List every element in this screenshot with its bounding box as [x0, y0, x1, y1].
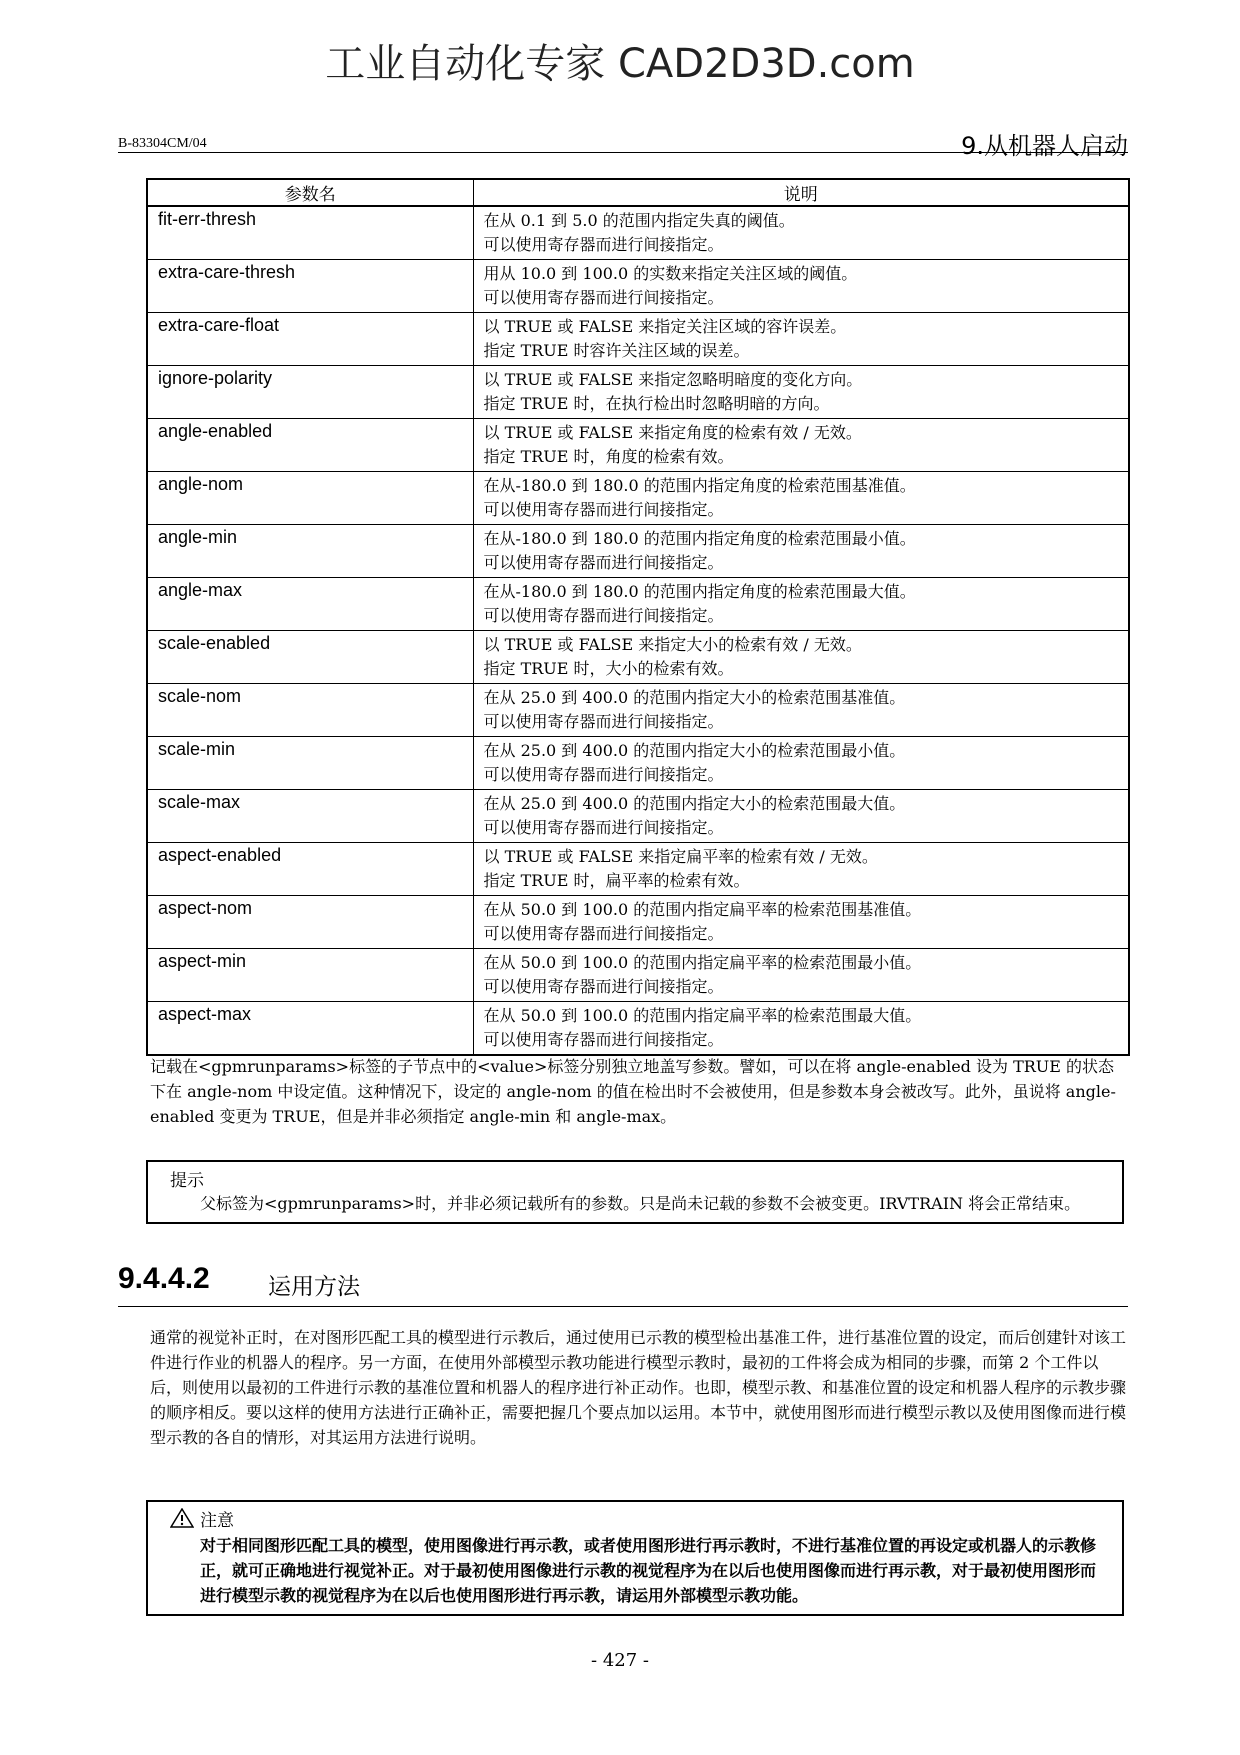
description-line: 在从-180.0 到 180.0 的范围内指定角度的检索范围最大值。 — [483, 582, 916, 601]
page-number: - 427 - — [591, 1650, 649, 1671]
watermark-title: 工业自动化专家 CAD2D3D.com — [325, 41, 915, 87]
param-name-cell: scale-enabled — [147, 631, 473, 684]
description-line: 以 TRUE 或 FALSE 来指定忽略明暗度的变化方向。 — [483, 370, 863, 389]
param-name-cell: aspect-nom — [147, 896, 473, 949]
description-line: 在从-180.0 到 180.0 的范围内指定角度的检索范围基准值。 — [483, 476, 916, 495]
param-description-cell — [473, 313, 1129, 366]
description-line: 可以使用寄存器而进行间接指定。 — [483, 765, 724, 784]
param-name-cell: angle-enabled — [147, 419, 473, 472]
param-name-cell: aspect-max — [147, 1002, 473, 1056]
description-line: 可以使用寄存器而进行间接指定。 — [483, 977, 724, 996]
description-line: 指定 TRUE 时，在执行检出时忽略明暗的方向。 — [483, 394, 830, 413]
param-description-cell — [473, 1002, 1129, 1056]
param-description-cell — [473, 631, 1129, 684]
param-name-cell: scale-nom — [147, 684, 473, 737]
param-name-cell: extra-care-thresh — [147, 260, 473, 313]
table-row — [147, 260, 1129, 313]
table-row — [147, 472, 1129, 525]
table-row — [147, 896, 1129, 949]
param-description-cell — [473, 206, 1129, 260]
param-description-cell — [473, 949, 1129, 1002]
description-line: 指定 TRUE 时，角度的检索有效。 — [483, 447, 734, 466]
param-name-cell: extra-care-float — [147, 313, 473, 366]
description-line: 在从 50.0 到 100.0 的范围内指定扁平率的检索范围最大值。 — [483, 1006, 922, 1025]
description-line: 可以使用寄存器而进行间接指定。 — [483, 1030, 724, 1049]
description-line: 可以使用寄存器而进行间接指定。 — [483, 606, 724, 625]
description-line: 在从 0.1 到 5.0 的范围内指定失真的阈值。 — [483, 211, 795, 230]
description-line: 在从 50.0 到 100.0 的范围内指定扁平率的检索范围基准值。 — [483, 900, 922, 919]
description-line: 以 TRUE 或 FALSE 来指定关注区域的容许误差。 — [483, 317, 847, 336]
table-row — [147, 525, 1129, 578]
param-name-cell: aspect-enabled — [147, 843, 473, 896]
table-row — [147, 843, 1129, 896]
param-description-cell — [473, 896, 1129, 949]
description-line: 以 TRUE 或 FALSE 来指定角度的检索有效 / 无效。 — [483, 423, 862, 442]
caution-title: 注意 — [200, 1511, 234, 1531]
description-line: 在从 25.0 到 400.0 的范围内指定大小的检索范围最小值。 — [483, 741, 906, 760]
table-row — [147, 578, 1129, 631]
document-id: B-83304CM/04 — [118, 136, 207, 151]
caution-body: 对于相同图形匹配工具的模型，使用图像进行再示教，或者使用图形进行再示教时，不进行基准位置的再设定或机器人的示教修正，就可正确地进行视觉补正。对于最初使用图像进行示教的视觉程序为在以后也使用图像而进行再示教，对于最初使用图形而进行模型示教的视觉程序为在以后也使用图形进行再示教，请运用外部模型示教功能。 — [200, 1536, 1097, 1605]
description-line: 在从 25.0 到 400.0 的范围内指定大小的检索范围最大值。 — [483, 794, 906, 813]
table-row — [147, 313, 1129, 366]
table-row — [147, 1002, 1129, 1056]
header-divider — [118, 152, 1128, 153]
description-line: 用从 10.0 到 100.0 的实数来指定关注区域的阈值。 — [483, 264, 858, 283]
table-row — [147, 684, 1129, 737]
param-description-cell — [473, 472, 1129, 525]
param-description-cell — [473, 737, 1129, 790]
param-name-cell: fit-err-thresh — [147, 206, 473, 260]
table-row — [147, 206, 1129, 260]
description-line: 指定 TRUE 时，扁平率的检索有效。 — [483, 871, 750, 890]
param-description-cell — [473, 578, 1129, 631]
column-header-description: 说明 — [473, 179, 1129, 206]
table-row — [147, 790, 1129, 843]
description-line: 在从-180.0 到 180.0 的范围内指定角度的检索范围最小值。 — [483, 529, 916, 548]
section-title: 运用方法 — [268, 1274, 360, 1300]
param-description-cell — [473, 843, 1129, 896]
tip-box — [146, 1160, 1124, 1224]
description-line: 在从 50.0 到 100.0 的范围内指定扁平率的检索范围最小值。 — [483, 953, 922, 972]
parameter-table — [146, 178, 1130, 1056]
section-divider — [118, 1306, 1128, 1307]
description-line: 可以使用寄存器而进行间接指定。 — [483, 235, 724, 254]
param-description-cell — [473, 684, 1129, 737]
description-line: 可以使用寄存器而进行间接指定。 — [483, 818, 724, 837]
description-line: 指定 TRUE 时，大小的检索有效。 — [483, 659, 734, 678]
param-name-cell: aspect-min — [147, 949, 473, 1002]
param-name-cell: scale-max — [147, 790, 473, 843]
param-name-cell: angle-nom — [147, 472, 473, 525]
table-row — [147, 366, 1129, 419]
description-line: 可以使用寄存器而进行间接指定。 — [483, 924, 724, 943]
description-line: 可以使用寄存器而进行间接指定。 — [483, 500, 724, 519]
table-row — [147, 949, 1129, 1002]
body-paragraph-1: 记载在<gpmrunparams>标签的子节点中的<value>标签分别独立地盖写参数。譬如，可以在将 angle-enabled 设为 TRUE 的状态下在 angle-nom 中设定值。这种情况下，设定的 angle-nom 的值在检出时不会被使用，但是参数本身会被改写。此外，虽说将 angle-enabled 变更为 TRUE，但是并非必须指定 angle-min 和 angle-max。 — [150, 1057, 1116, 1126]
table-row — [147, 631, 1129, 684]
param-description-cell — [473, 419, 1129, 472]
description-line: 以 TRUE 或 FALSE 来指定大小的检索有效 / 无效。 — [483, 635, 862, 654]
description-line: 指定 TRUE 时容许关注区域的误差。 — [483, 341, 750, 360]
chapter-title: 9.从机器人启动 — [961, 132, 1128, 160]
param-description-cell — [473, 525, 1129, 578]
section-number: 9.4.4.2 — [118, 1262, 210, 1295]
param-description-cell — [473, 366, 1129, 419]
body-paragraph-2: 通常的视觉补正时，在对图形匹配工具的模型进行示教后，通过使用已示教的模型检出基准工件，进行基准位置的设定，而后创建针对该工件进行作业的机器人的程序。另一方面，在使用外部模型示教功能进行模型示教时，最初的工件将会成为相同的步骤，而第 2 个工件以后，则使用以最初的工件进行示教的基准位置和机器人的程序进行补正动作。也即，模型示教、和基准位置的设定和机器人程序的示教步骤的顺序相反。要以这样的使用方法进行正确补正，需要把握几个要点加以运用。本节中，就使用图形而进行模型示教以及使用图像而进行模型示教的各自的情形，对其运用方法进行说明。 — [150, 1328, 1127, 1447]
description-line: 在从 25.0 到 400.0 的范围内指定大小的检索范围基准值。 — [483, 688, 906, 707]
description-line: 可以使用寄存器而进行间接指定。 — [483, 288, 724, 307]
caution-box — [146, 1500, 1124, 1616]
tip-body: 父标签为<gpmrunparams>时，并非必须记载所有的参数。只是尚未记载的参数不会被变更。IRVTRAIN 将会正常结束。 — [200, 1194, 1081, 1213]
description-line: 可以使用寄存器而进行间接指定。 — [483, 712, 724, 731]
column-header-param-name: 参数名 — [147, 179, 473, 206]
table-row — [147, 419, 1129, 472]
param-name-cell: scale-min — [147, 737, 473, 790]
param-description-cell — [473, 260, 1129, 313]
table-row — [147, 737, 1129, 790]
warning-icon — [170, 1508, 194, 1533]
table-header-row — [147, 179, 1129, 206]
description-line: 以 TRUE 或 FALSE 来指定扁平率的检索有效 / 无效。 — [483, 847, 878, 866]
param-name-cell: ignore-polarity — [147, 366, 473, 419]
description-line: 可以使用寄存器而进行间接指定。 — [483, 553, 724, 572]
param-name-cell: angle-min — [147, 525, 473, 578]
parameter-table-body — [147, 206, 1129, 1055]
param-name-cell: angle-max — [147, 578, 473, 631]
tip-title: 提示 — [170, 1171, 204, 1191]
param-description-cell — [473, 790, 1129, 843]
